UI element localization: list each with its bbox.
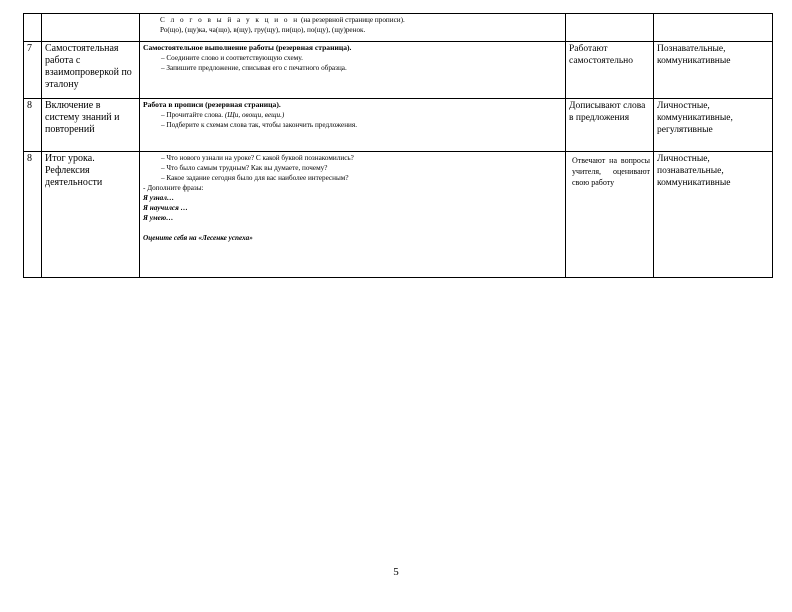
table-row-8b bbox=[24, 152, 773, 278]
activity-item: – Прочитайте слова. (Щи, овощи, вещи.) bbox=[161, 111, 285, 119]
stage-name: Включение в систему знаний и повторений bbox=[42, 99, 140, 152]
activity-item: – Запишите предложение, списывая его с печатного образца. bbox=[161, 64, 347, 72]
lesson-plan-table bbox=[23, 13, 773, 278]
cell-empty-student bbox=[566, 14, 654, 42]
activity-item: – Подберите к схемам слова так, чтобы закончить предложения. bbox=[161, 121, 357, 129]
teacher-activity bbox=[140, 42, 566, 99]
teacher-activity bbox=[140, 99, 566, 152]
reflection-question: – Что было самым трудным? Как вы думаете, почему? bbox=[161, 164, 328, 172]
student-activity: Отвечают на вопросы учителя, оценивают свою работу bbox=[566, 152, 654, 278]
uud-types: Познавательные, коммуникативные bbox=[654, 42, 773, 99]
uud-types: Личностные, познавательные, коммуникативные bbox=[654, 152, 773, 278]
syllable-list-line: Ро(що), (щу)ка, ча(що), в(щу), гру(щу), пи(що), по(щу), (щу)ренок. bbox=[160, 26, 366, 34]
phrase-item: Я узнал… bbox=[143, 194, 175, 202]
student-activity: Работают самостоятельно bbox=[566, 42, 654, 99]
activity-heading: Работа в прописи (резервная страница). bbox=[143, 100, 281, 109]
table-row-7 bbox=[24, 42, 773, 99]
stage-name: Итог урока. Рефлексия деятельности bbox=[42, 152, 140, 278]
reflection-question: – Что нового узнали на уроке? С какой буквой познакомились? bbox=[161, 154, 354, 162]
cell-empty-number bbox=[24, 14, 42, 42]
student-activity: Дописывают слова в предложения bbox=[566, 99, 654, 152]
phrase-item: Я умею… bbox=[143, 214, 174, 222]
activity-heading: Самостоятельное выполнение работы (резервная страница). bbox=[143, 43, 352, 52]
phrase-item: Я научился … bbox=[143, 204, 188, 212]
page-number: 5 bbox=[393, 566, 399, 578]
cell-empty-stage bbox=[42, 14, 140, 42]
row-number: 7 bbox=[24, 42, 42, 99]
activity-item: – Соедините слово и соответствующую схему. bbox=[161, 54, 303, 62]
row-number: 8 bbox=[24, 152, 42, 278]
reflection-question: – Какое задание сегодня было для вас наиболее интересным? bbox=[161, 174, 349, 182]
self-assessment-prompt: Оцените себя на «Лесенке успеха» bbox=[143, 234, 253, 242]
teacher-activity bbox=[140, 152, 566, 278]
row-number: 8 bbox=[24, 99, 42, 152]
cell-empty-uud bbox=[654, 14, 773, 42]
table-row-continuation bbox=[24, 14, 773, 42]
syllable-auction-line: С л о г о в ы й а у к ц и о н (на резервной странице прописи). bbox=[160, 16, 405, 24]
table-row-8a bbox=[24, 99, 773, 152]
cell-continuation-content bbox=[140, 14, 566, 42]
uud-types: Личностные, коммуникативные, регулятивные bbox=[654, 99, 773, 152]
phrases-label: - Дополните фразы: bbox=[143, 184, 204, 192]
stage-name: Самостоятельная работа с взаимопроверкой по эталону bbox=[42, 42, 140, 99]
